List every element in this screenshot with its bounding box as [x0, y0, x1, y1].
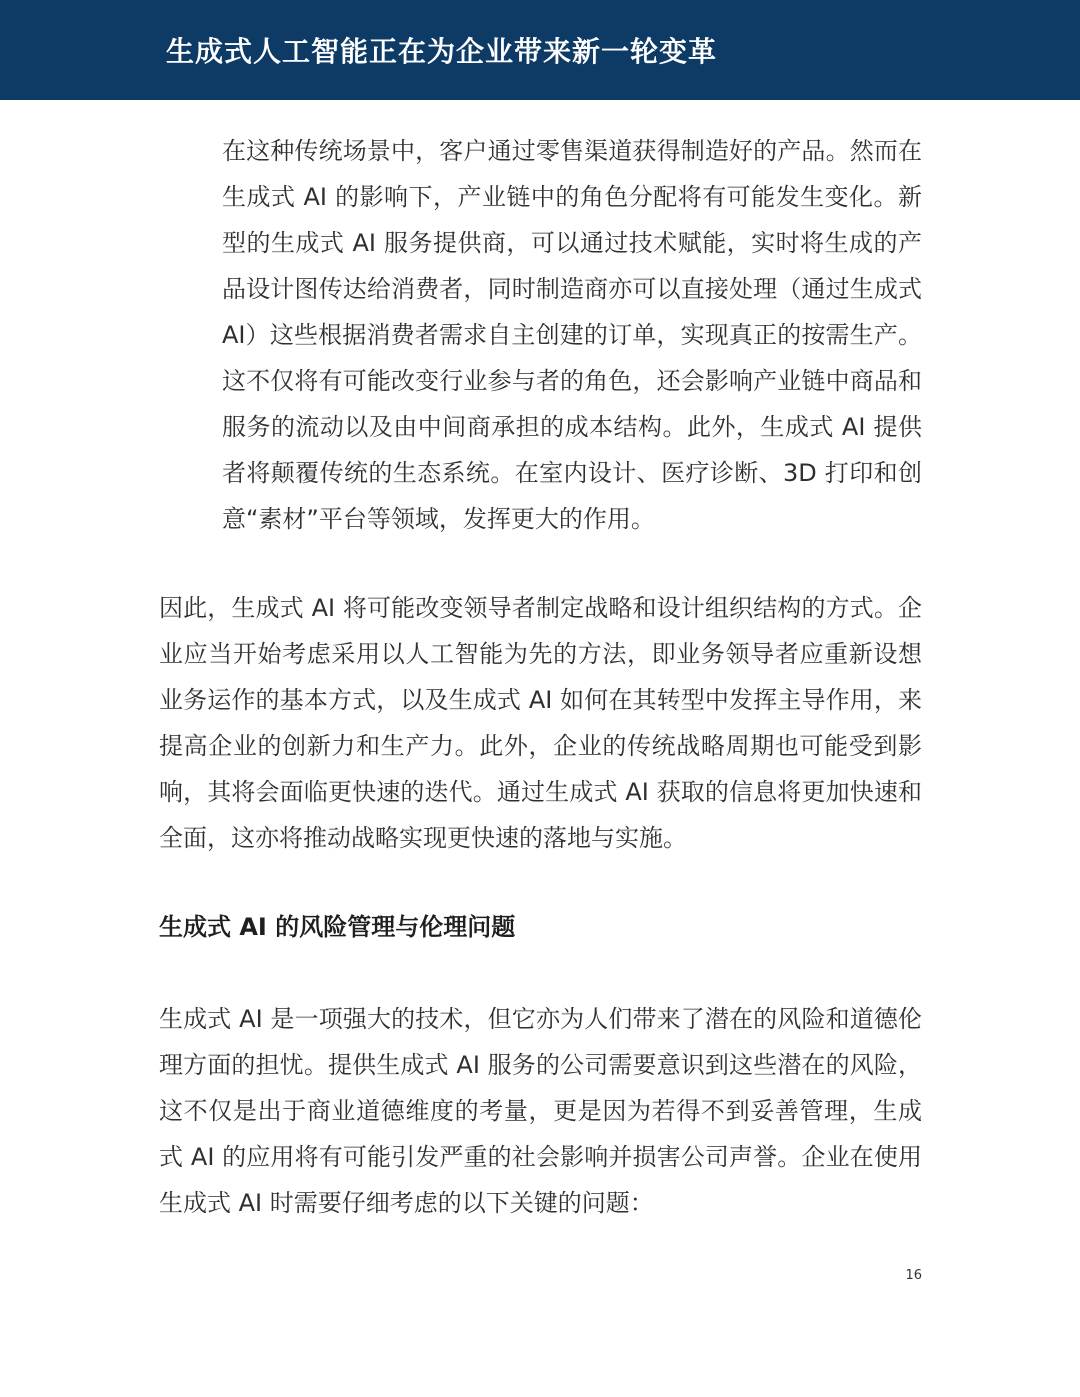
- section-heading-risk-ethics: 生成式 AI 的风险管理与伦理问题: [159, 913, 516, 941]
- body-paragraph-risk: 生成式 AI 是一项强大的技术，但它亦为人们带来了潜在的风险和道德伦理方面的担忧。提供生成式 AI 服务的公司需要意识到这些潜在的风险，这不仅是出于商业道德维度的考量，更是因为若得不到妥善管理，生成式 AI 的应用将有可能引发严重的社会影响并损害公司声誉。企业在使用生成式 AI 时需要仔细考虑的以下关键的问题：: [159, 1005, 922, 1217]
- indented-paragraph: 在这种传统场景中，客户通过零售渠道获得制造好的产品。然而在生成式 AI 的影响下，产业链中的角色分配将有可能发生变化。新型的生成式 AI 服务提供商，可以通过技术赋能，实时将生成的产品设计图传达给消费者，同时制造商亦可以直接处理（通过生成式 AI）这些根据消费者需求自主创建的订单，实现真正的按需生产。这不仅将有可能改变行业参与者的角色，还会影响产业链中商品和服务的流动以及由中间商承担的成本结构。此外，生成式 AI 提供者将颠覆传统的生态系统。在室内设计、医疗诊断、3D 打印和创意“素材”平台等领域，发挥更大的作用。: [222, 137, 922, 533]
- body-paragraph-strategy: 因此，生成式 AI 将可能改变领导者制定战略和设计组织结构的方式。企业应当开始考虑采用以人工智能为先的方法，即业务领导者应重新设想业务运作的基本方式，以及生成式 AI 如何在其转型中发挥主导作用，来提高企业的创新力和生产力。此外，企业的传统战略周期也可能受到影响，其将会面临更快速的迭代。通过生成式 AI 获取的信息将更加快速和全面，这亦将推动战略实现更快速的落地与实施。: [159, 594, 922, 852]
- page-header-bar: [0, 0, 1080, 100]
- document-title: 生成式人工智能正在为企业带来新一轮变革: [166, 35, 718, 68]
- page-number: 16: [905, 1268, 922, 1283]
